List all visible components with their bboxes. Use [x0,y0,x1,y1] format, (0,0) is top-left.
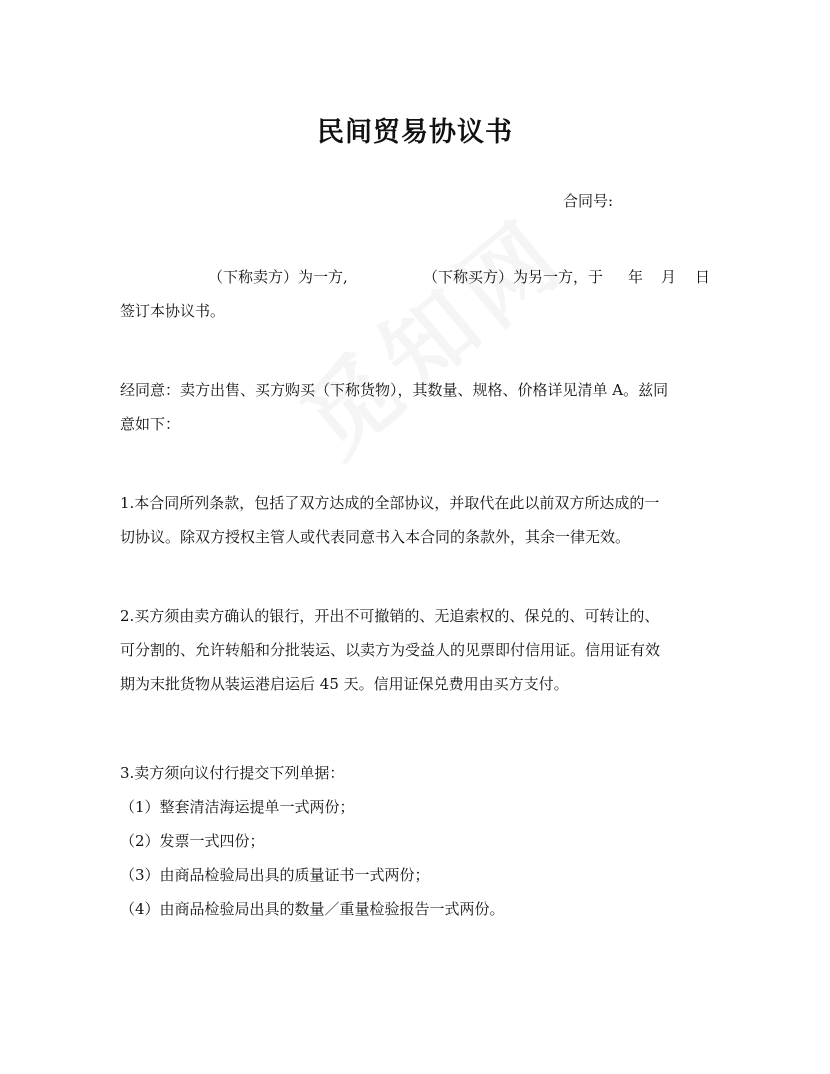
intro-line-2: 签订本协议书。 [120,302,226,320]
clause-2-line-3: 期为末批货物从装运港启运后 45 天。信用证保兑费用由买方支付。 [120,675,569,693]
intro-line-1 [120,260,715,294]
date-month: 月 [661,268,677,286]
clause-1-line-1: 1.本合同所列条款，包括了双方达成的全部协议，并取代在此以前双方所达成的一 [120,494,660,512]
agreement-line-1: 经同意：卖方出售、买方购买（下称货物），其数量、规格、价格详见清单 A。兹同 [120,381,669,399]
clause-2-line-2: 可分割的、允许转船和分批装运、以卖方为受益人的见票即付信用证。信用证有效 [120,641,661,659]
date-day: 日 [695,268,711,286]
intro-paragraph [120,260,715,328]
document-title: 民间贸易协议书 [317,117,513,148]
buyer-reference: （下称买方）为另一方，于 [423,268,604,286]
clause-2 [120,599,715,701]
agreement-line-2: 意如下： [120,415,181,433]
date-year: 年 [628,268,644,286]
seller-reference: （下称卖方）为一方, [208,268,348,286]
clause-3-heading: 3.卖方须向议付行提交下列单据： [120,764,345,782]
document-list-item: （2）发票一式四份； [120,832,265,850]
contract-number-label: 合同号: [563,192,614,210]
document-list-item: （1）整套清洁海运提单一式两份； [120,798,355,816]
clause-1-line-2: 切协议。除双方授权主管人或代表同意书入本合同的条款外，其余一律无效。 [120,528,631,546]
clause-2-line-1: 2.买方须由卖方确认的银行，开出不可撤销的、无追索权的、保兑的、可转让的、 [120,607,660,625]
agreement-paragraph [120,373,715,441]
document-list-item: （3）由商品检验局出具的质量证书一式两份； [120,866,430,884]
document-list-item: （4）由商品检验局出具的数量／重量检验报告一式两份。 [120,900,505,918]
clause-1 [120,486,715,554]
clause-3 [120,756,715,926]
